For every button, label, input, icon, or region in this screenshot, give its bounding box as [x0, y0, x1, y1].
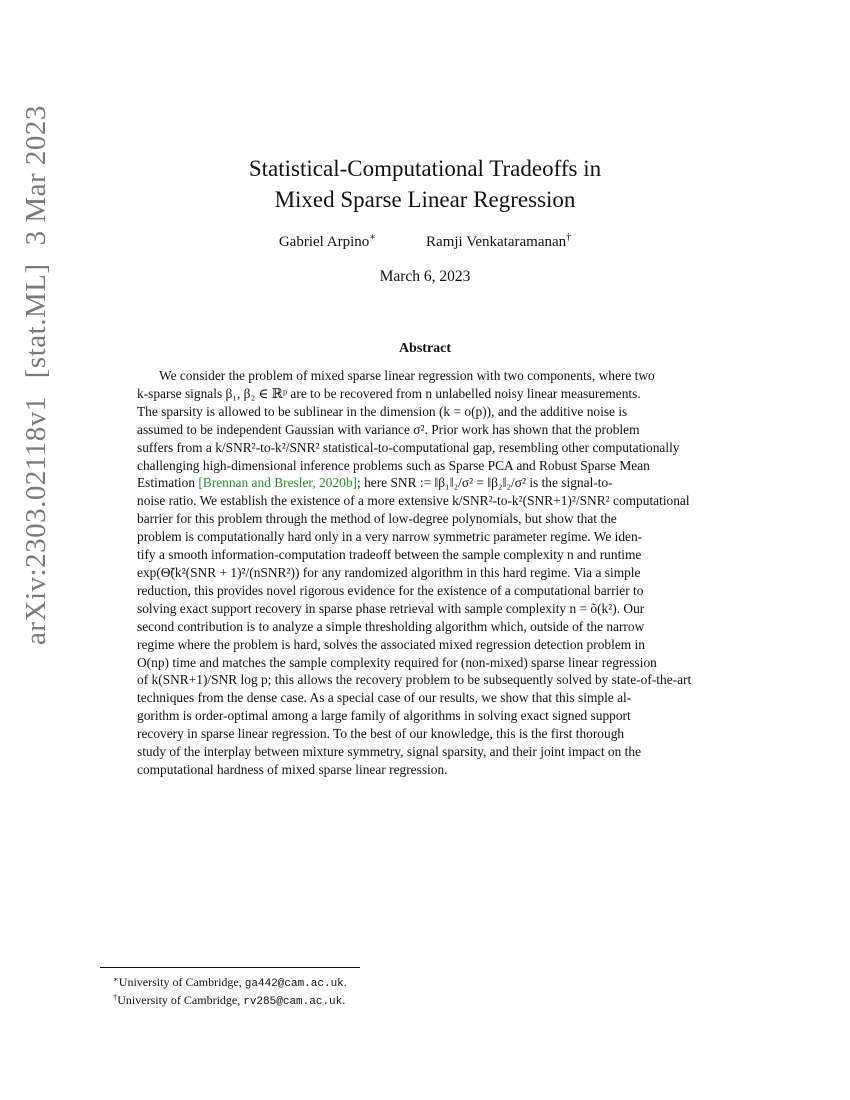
abstract-line: regime where the problem is hard, solves the associated mixed regression detection problem in: [137, 636, 645, 652]
arxiv-id: arXiv:2303.02118v1: [20, 396, 52, 645]
author-name: Ramji Venkataramanan: [426, 234, 567, 250]
abstract-line: second contribution is to analyze a simple thresholding algorithm which, outside of the narrow: [137, 618, 645, 634]
footnote-text: University of Cambridge,: [117, 993, 244, 1007]
abstract-line: suffers from a k/SNR²-to-k²/SNR² statistical-to-computational gap, resembling other computationally: [137, 439, 680, 455]
abstract-line: techniques from the dense case. As a special case of our results, we show that this simple al-: [137, 690, 632, 706]
arxiv-date: 3 Mar 2023: [20, 105, 52, 246]
abstract-line: recovery in sparse linear regression. To the best of our knowledge, this is the first thorough: [137, 726, 625, 742]
abstract-line: of k(SNR+1)/SNR log p; this allows the recovery problem to be subsequently solved by state-of-the-art: [137, 672, 692, 688]
abstract-line: The sparsity is allowed to be sublinear in the dimension (k = o(p)), and the additive noise is: [137, 403, 628, 419]
abstract-line: exp(Θ̃(k²(SNR + 1)²/(nSNR²)) for any randomized algorithm in this hard regime. Via a simple: [137, 564, 641, 580]
abstract-line: problem is computationally hard only in a very narrow symmetric parameter regime. We iden-: [137, 529, 643, 545]
abstract-line: gorithm is order-optimal among a large family of algorithms in solving exact signed support: [137, 708, 631, 724]
abstract-line: challenging high-dimensional inference problems such as Sparse PCA and Robust Sparse Mean: [137, 457, 650, 473]
abstract-line: k-sparse signals β₁, β₂ ∈ ℝᵖ are to be recovered from n unlabelled noisy linear measurements.: [137, 385, 641, 401]
footnote-1: [113, 974, 347, 992]
footnote-end: .: [342, 993, 346, 1007]
footnote-rule: [100, 967, 360, 968]
abstract-line: noise ratio. We establish the existence of a more extensive k/SNR²-to-k²(SNR+1)²/SNR² computational: [137, 493, 690, 509]
title-line-2: Mixed Sparse Linear Regression: [274, 187, 576, 212]
abstract-line: We consider the problem of mixed sparse linear regression with two components, where two: [159, 368, 655, 383]
author-mark: †: [566, 232, 572, 243]
author-1: [279, 234, 376, 251]
footnote-end: .: [343, 975, 347, 989]
abstract-line: study of the interplay between mixture symmetry, signal sparsity, and their joint impact on the: [137, 744, 642, 760]
email-link[interactable]: ga442@cam.ac.uk: [244, 978, 344, 990]
abstract-line: reduction, this provides novel rigorous evidence for the existence of a computational barrier to: [137, 582, 644, 598]
abstract-line: tify a smooth information-computation tradeoff between the sample complexity n and runtime: [137, 547, 642, 563]
abstract-line: computational hardness of mixed sparse linear regression.: [137, 761, 448, 777]
footnote-mark: †: [113, 992, 118, 1002]
footnotes: [113, 974, 347, 1010]
abstract-line: O(np) time and matches the sample complexity required for (non-mixed) sparse linear regression: [137, 654, 657, 670]
paper-date: March 6, 2023: [379, 268, 471, 285]
abstract-line: solving exact support recovery in sparse phase retrieval with sample complexity n = õ(k²). Our: [137, 600, 645, 616]
title-line-1: Statistical-Computational Tradeoffs in: [248, 156, 602, 181]
abstract-line: barrier for this problem through the method of low-degree polynomials, but show that the: [137, 511, 617, 527]
footnote-text: University of Cambridge,: [118, 975, 245, 989]
abstract-line: assumed to be independent Gaussian with variance σ². Prior work has shown that the problem: [137, 421, 640, 437]
footnote-2: [113, 992, 347, 1010]
citation-link[interactable]: [Brennan and Bresler, 2020b]: [198, 475, 357, 491]
paper-title: [0, 153, 850, 215]
author-2: [426, 234, 571, 251]
author-name: Gabriel Arpino: [278, 234, 370, 250]
abstract-heading: Abstract: [398, 341, 452, 356]
author-mark: ∗: [369, 232, 377, 243]
arxiv-category: [stat.ML]: [20, 263, 52, 379]
abstract-line: Estimation [Brennan and Bresler, 2020b]; here SNR := ‖β₁‖₂/σ² = ‖β₂‖₂/σ² is the signal-to-: [137, 475, 613, 491]
author-list: [0, 234, 850, 251]
email-link[interactable]: rv285@cam.ac.uk: [243, 996, 343, 1008]
abstract-body: [137, 367, 713, 779]
footnote-mark: ∗: [113, 974, 119, 984]
